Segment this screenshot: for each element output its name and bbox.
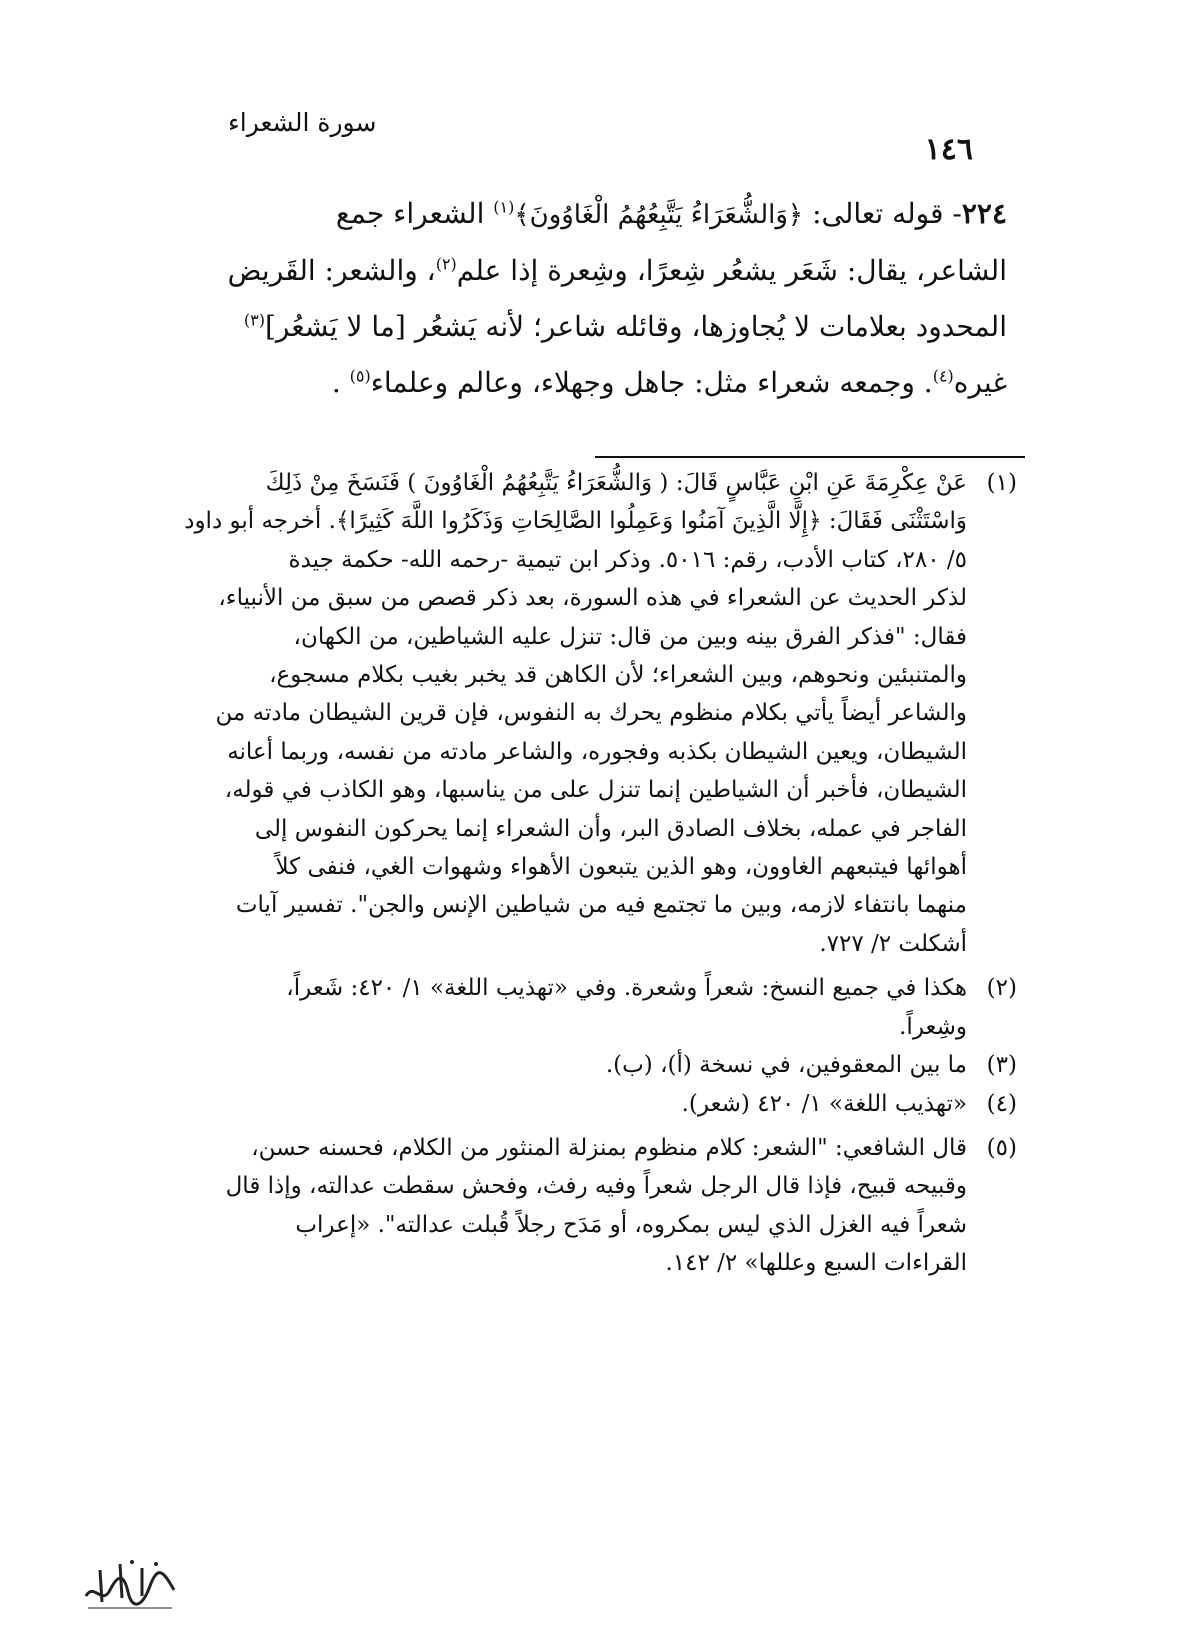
footnote-mark: (٣) [986,1052,1017,1079]
footnote-2 [147,969,1017,1046]
verse-number: ٢٢٤ [961,197,1007,230]
footnote-mark: (٤) [986,1090,1017,1117]
footnote-line: وَاسْتَثْنَى فَقَالَ: ﴿إِلَّا الَّذِينَ آمَنُوا وَعَمِلُوا الصَّالِحَاتِ وَذَكَرُوا اللَّهَ كَثِيرًا﴾. أخرجه أبو داود [184,508,967,535]
footnote-line: قال الشافعي: "الشعر: كلام منظوم بمنزلة المنثور من الكلام، فحسنه حسن، [251,1134,967,1161]
footnote-line: وشِعراً. [899,1013,967,1040]
page-number: ١٤٦ [924,132,973,167]
footnote-line: لذكر الحديث عن الشعراء في هذه السورة، بعد ذكر قصص من سبق من الأنبياء، [218,585,967,612]
footnote-line: والمتنبئين ونحوهم، وبين الشعراء؛ لأن الكاهن قد يخبر بغيب بكلام مسجوع، [269,662,967,689]
main-text [149,186,1007,411]
footnote-line: القراءات السبع وعللها» ٢/ ١٤٢. [665,1250,967,1277]
footnote-line: فقال: "فذكر الفرق بينه وبين من قال: تنزل عليه الشياطين، من الكهان، [293,623,967,650]
footnote-line: الشيطان، ويعين الشيطان بكذبه وفجوره، والشاعر مادته من نفسه، وربما أعانه [227,738,967,765]
footnotes [147,464,1017,1283]
main-line-2: الشاعر، يقال: شَعَر يشعُر شِعرًا، وشِعرة إذا علم$^{(٢)}$، والشعر: القَريض [227,254,1007,287]
footnote-ref-3: (٣) [243,310,265,330]
footnote-ref-2: (٢) [435,254,457,274]
footnote-line: وقبيحه قبيح، فإذا قال الرجل شعراً وفيه رفث، وفحش سقطت عدالته، وإذا قال [225,1173,967,1200]
footnote-line: ما بين المعقوفين، في نسخة (أ)، (ب). [605,1052,967,1079]
footnote-line: هكذا في جميع النسخ: شعراً وشعرة. وفي «تهذيب اللغة» ١/ ٤٢٠: شَعراً، [286,975,967,1002]
footnote-ref-1: (١) [493,197,515,217]
footnote-mark: (١) [986,470,1017,496]
footnote-mark: (٥) [986,1134,1017,1161]
footnote-5 [147,1129,1017,1283]
main-line-4: غيره$^{(٤)}$. وجمعه شعراء مثل: جاهل وجهلاء، وعالم وعلماء$^{(٥)}$ . [331,366,1007,399]
footnote-1 [147,464,1017,963]
main-line-1: ٢٢٤- قوله تعالى: ﴿وَالشُّعَرَاءُ يَتَّبِعُهُمُ الْغَاوُونَ﴾$^{(١)}$ الشعراء جمع [335,197,1007,230]
publisher-calligraphy-logo-icon [80,1552,180,1616]
footnote-3 [147,1046,1017,1084]
footnote-line: أهوائها فيتبعهم الغاوون، وهو الذين يتبعون الأهواء وشهوات الغي، فنفى كلاً [275,854,967,881]
footnote-line: «تهذيب اللغة» ١/ ٤٢٠ (شعر). [681,1090,967,1117]
footnote-divider [595,456,1025,458]
footnote-line: الشيطان، فأخبر أن الشياطين إنما تنزل على من يناسبها، وهو الكاذب في قوله، [224,777,967,804]
footnote-ref-4: (٤) [932,366,954,386]
footnote-ref-5: (٥) [349,366,371,386]
footnote-mark: (٢) [986,975,1017,1002]
footnote-line: أشكلت ٢/ ٧٢٧. [819,930,967,957]
footnote-line: والشاعر أيضاً يأتي بكلام منظوم يحرك به النفوس، فإن قرين الشيطان مادته من [215,700,967,727]
footnote-line: عَنْ عِكْرِمَةَ عَنِ ابْنِ عَبَّاسٍ قَالَ: ( وَالشُّعَرَاءُ يَتَّبِعُهُمُ الْغَاوُونَ ) فَنَسَخَ مِنْ ذَلِكَ [265,470,967,496]
footnote-line: منهما بانتفاء لازمه، وبين ما تجتمع فيه من شياطين الإنس والجن". تفسير آيات [235,892,967,919]
footnote-4 [147,1085,1017,1123]
running-title: سورة الشعراء [228,108,377,137]
main-line-3: المحدود بعلامات لا يُجاوزها، وقائله شاعر؛ لأنه يَشعُر [ما لا يَشعُر]$^{(٣)}$ [243,310,1007,343]
quran-verse: ﴿وَالشُّعَرَاءُ يَتَّبِعُهُمُ الْغَاوُونَ﴾ [514,200,804,230]
footnote-line: شعراً فيه الغزل الذي ليس بمكروه، أو مَدَح رجلاً قُبلت عدالته". «إعراب [295,1211,967,1238]
footnote-line: ٥/ ٢٨٠، كتاب الأدب، رقم: ٥٠١٦. وذكر ابن تيمية -رحمه الله- حكمة جيدة [288,546,967,573]
footnote-line: الفاجر في عمله، بخلاف الصادق البر، وأن الشعراء إنما يحركون النفوس إلى [254,815,967,842]
